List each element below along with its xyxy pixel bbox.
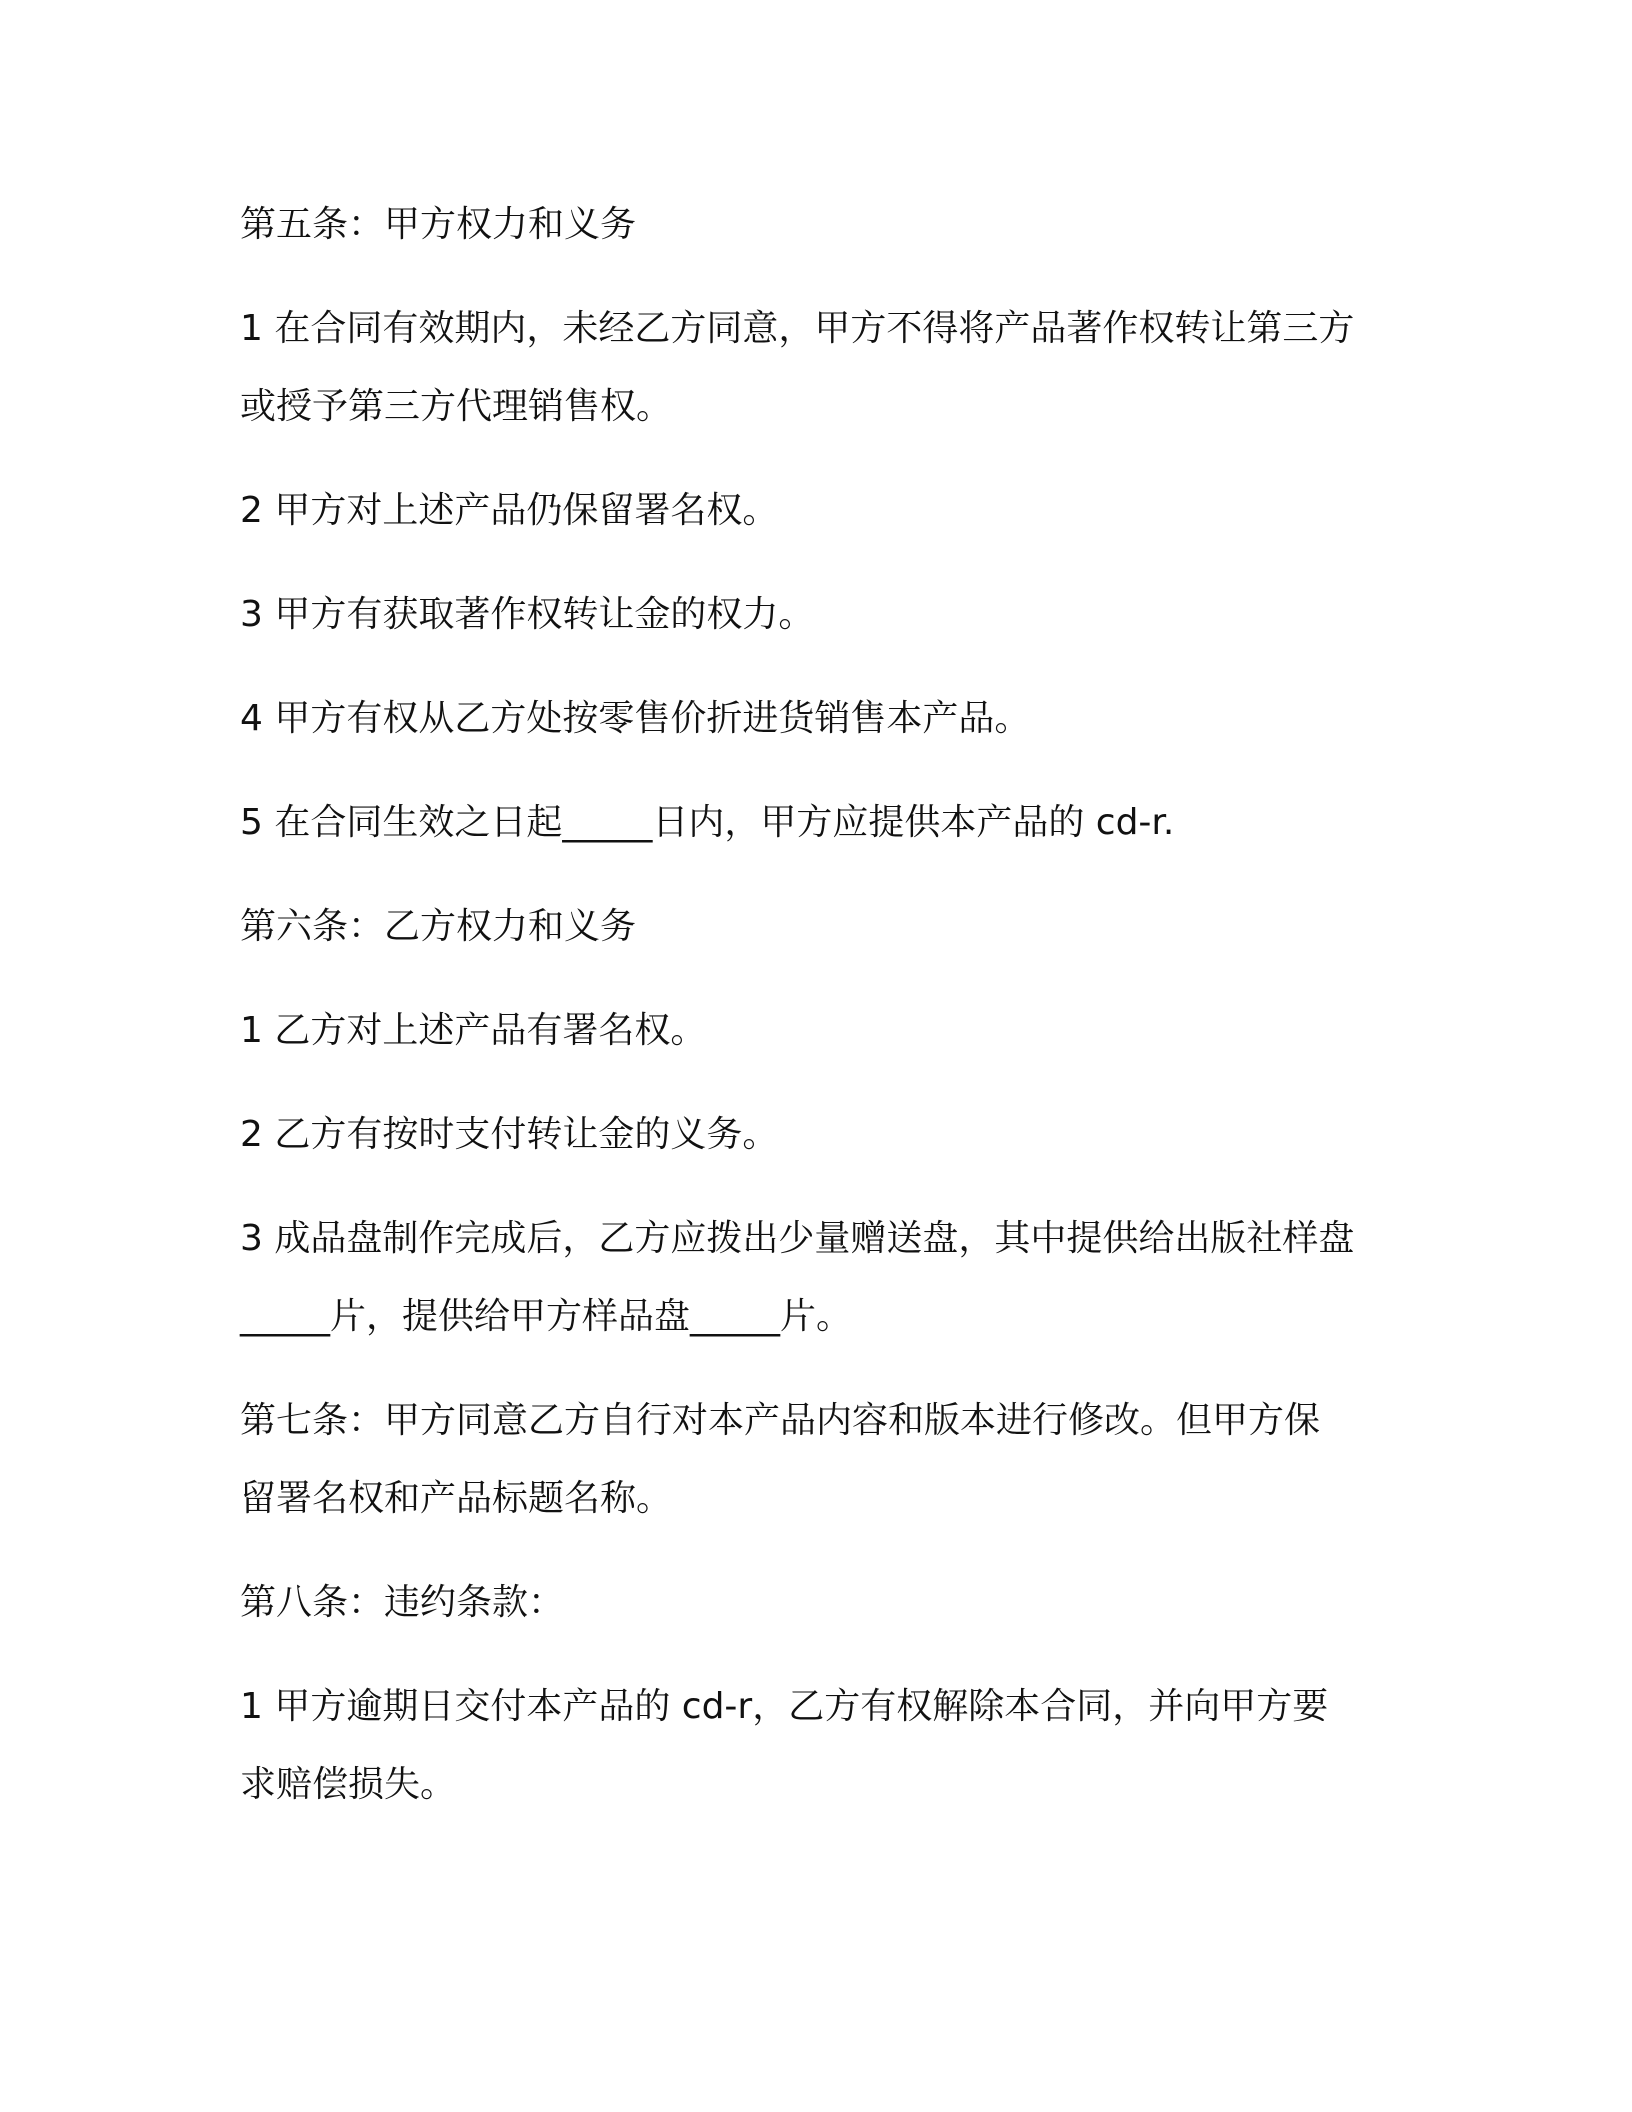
text-line: 4 甲方有权从乙方处按零售价折进货销售本产品。 bbox=[240, 698, 1031, 739]
article-5-clause-5 bbox=[240, 784, 1400, 862]
text-line: 3 成品盘制作完成后，乙方应拨出少量赠送盘，其中提供给出版社样盘 bbox=[240, 1218, 1355, 1259]
article-6-heading bbox=[240, 888, 1400, 966]
text-line: 或授予第三方代理销售权。 bbox=[240, 386, 673, 427]
article-5-clause-4 bbox=[240, 680, 1400, 758]
text-line: 第七条：甲方同意乙方自行对本产品内容和版本进行修改。但甲方保 bbox=[240, 1400, 1321, 1441]
text-line: 留署名权和产品标题名称。 bbox=[240, 1478, 673, 1519]
text-line: 2 甲方对上述产品仍保留署名权。 bbox=[240, 490, 779, 531]
article-5-clause-2 bbox=[240, 472, 1400, 550]
text-line: 1 乙方对上述产品有署名权。 bbox=[240, 1010, 707, 1051]
text-line: 1 甲方逾期日交付本产品的 cd-r，乙方有权解除本合同，并向甲方要 bbox=[240, 1686, 1329, 1727]
article-8-heading bbox=[240, 1564, 1400, 1642]
article-5-clause-1 bbox=[240, 290, 1400, 446]
article-6-clause-1 bbox=[240, 992, 1400, 1070]
article-6-clause-3 bbox=[240, 1200, 1400, 1356]
text-line: 1 在合同有效期内，未经乙方同意，甲方不得将产品著作权转让第三方 bbox=[240, 308, 1355, 349]
text-line: 第五条：甲方权力和义务 bbox=[240, 204, 637, 245]
text-line: 第八条：违约条款： bbox=[240, 1582, 565, 1623]
text-line: 3 甲方有获取著作权转让金的权力。 bbox=[240, 594, 815, 635]
article-6-clause-2 bbox=[240, 1096, 1400, 1174]
text-line: 第六条：乙方权力和义务 bbox=[240, 906, 637, 947]
text-line: 5 在合同生效之日起_____日内，甲方应提供本产品的 cd-r. bbox=[240, 802, 1175, 843]
article-5-clause-3 bbox=[240, 576, 1400, 654]
text-line: 2 乙方有按时支付转让金的义务。 bbox=[240, 1114, 779, 1155]
article-8-clause-1 bbox=[240, 1668, 1400, 1824]
document-body bbox=[240, 186, 1400, 1850]
article-5-heading bbox=[240, 186, 1400, 264]
article-7-paragraph bbox=[240, 1382, 1400, 1538]
text-line: _____片，提供给甲方样品盘_____片。 bbox=[240, 1296, 853, 1337]
text-line: 求赔偿损失。 bbox=[240, 1764, 457, 1805]
